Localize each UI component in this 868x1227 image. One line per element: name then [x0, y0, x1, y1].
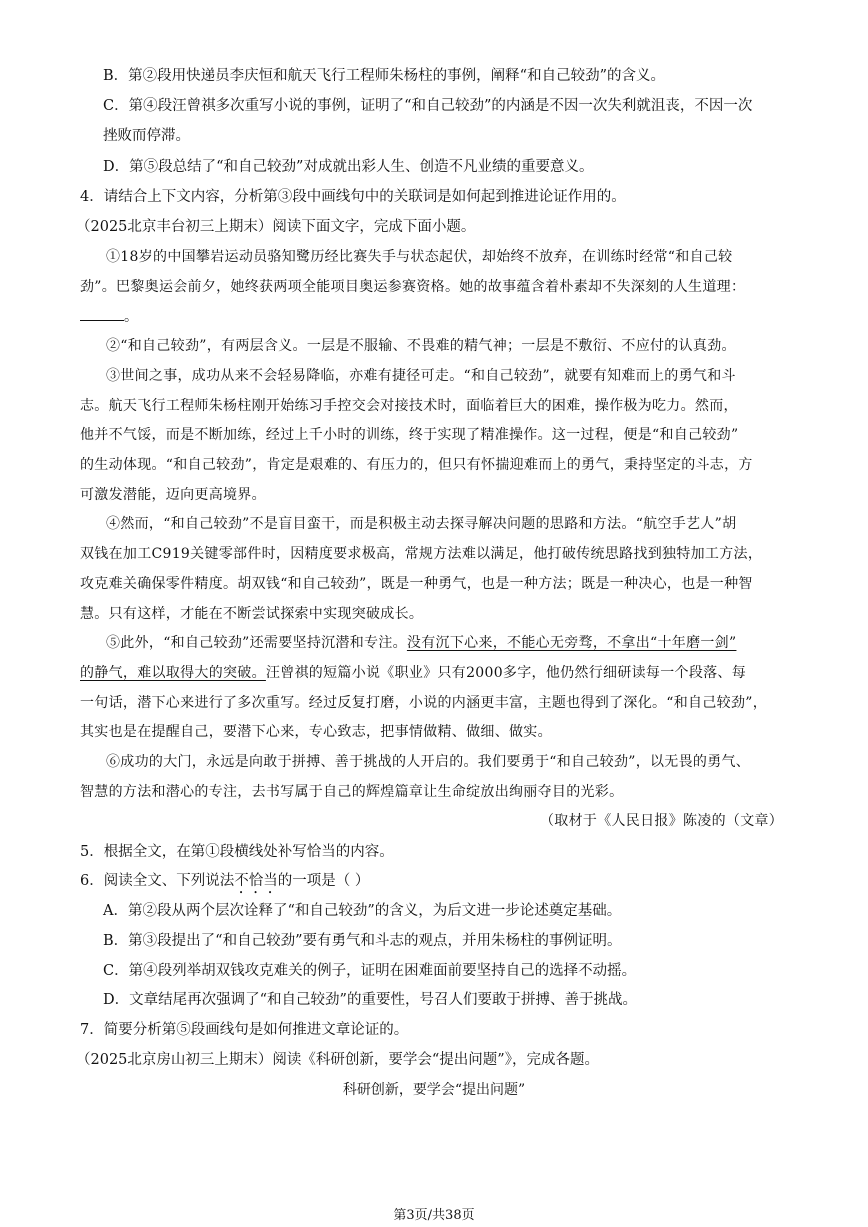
para-3-line-4: 的生动体现。“和自己较劲”，肯定是艰难的、有压力的，但只有怀揣迎难而上的勇气，秉持坚定的斗志，方 [80, 457, 753, 473]
para-1-line-3: 。 [80, 306, 138, 327]
option-d: D．文章结尾再次强调了“和自己较劲”的重要性，号召人们要敢于拼搏、善于挑战。 [103, 992, 637, 1008]
article-source: （取材于《人民日报》陈凌的（文章） [540, 813, 784, 829]
option-c-prev: C．第④段汪曾祺多次重写小说的事例，证明了“和自己较劲”的内涵是不因一次失利就沮丧，不因一次 [103, 98, 753, 114]
option-c-prev-cont: 挫败而停滞。 [103, 128, 190, 144]
para-5-line-2: 的静气，难以取得大的突破。汪曾祺的短篇小说《职业》只有2000多字，他仍然行细研读每一个段落、每 [80, 665, 747, 681]
article-title-2: 科研创新，要学会“提出问题” [342, 1082, 526, 1098]
question-4: 4．请结合上下文内容，分析第③段中画线句中的关联词是如何起到推进论证作用的。 [80, 189, 626, 205]
reading-intro: （2025北京丰台初三上期末）阅读下面文字，完成下面小题。 [76, 219, 476, 235]
option-b: B．第③段提出了“和自己较劲”要有勇气和斗志的观点，并用朱杨柱的事例证明。 [103, 933, 622, 949]
page-number: 第3页/共38页 [393, 1208, 475, 1223]
para-4-line-1: ④然而，“和自己较劲”不是盲目蛮干，而是积极主动去探寻解决问题的思路和方法。“航空手艺人”胡 [106, 516, 737, 532]
para-6-line-2: 智慧的方法和潜心的专注，去书写属于自己的辉煌篇章让生命绽放出绚丽夺目的光彩。 [80, 784, 624, 800]
underlined-sentence: 没有沉下心来，不能心无旁骛，不拿出“十年磨一剑” [406, 635, 737, 651]
para-4-line-2: 双钱在加工C919关键零部件时，因精度要求极高，常规方法难以满足，他打破传统思路找到独特加工方法， [80, 546, 763, 562]
para-3-line-2: 志。航天飞行工程师朱杨柱刚开始练习手控交会对接技术时，面临着巨大的困难，操作极为吃力。然而， [80, 398, 738, 414]
underlined-sentence-end: 的静气，难以取得大的突破。 [80, 665, 266, 681]
para-4-line-3: 攻克难关确保零件精度。胡双钱“和自己较劲”，既是一种勇气，也是一种方法；既是一种决心，也是一种智 [80, 576, 753, 592]
question-5: 5．根据全文，在第①段横线处补写恰当的内容。 [80, 844, 394, 860]
question-7: 7．简要分析第⑤段画线句是如何推进文章论证的。 [80, 1022, 409, 1038]
reading-intro-2: （2025北京房山初三上期末）阅读《科研创新，要学会“提出问题”》，完成各题。 [76, 1052, 599, 1068]
para-1-line-1: ①18岁的中国攀岩运动员骆知鹭历经比赛失手与状态起伏，却始终不放弃，在训练时经常“和自己较 [106, 249, 733, 265]
option-d-prev: D．第⑤段总结了“和自己较劲”对成就出彩人生、创造不凡业绩的重要意义。 [103, 159, 594, 175]
option-b-prev: B．第②段用快递员李庆恒和航天飞行工程师朱杨柱的事例，阐释“和自己较劲”的含义。 [103, 68, 665, 84]
question-6-stem: 6．阅读全文、下列说法不恰当的一项是（ ） [80, 873, 370, 889]
para-3-line-3: 他并不气馁，而是不断加练，经过上千小时的训练，终于实现了精准操作。这一过程，便是“和自己较劲” [80, 427, 739, 443]
para-4-line-4: 慧。只有这样，才能在不断尝试探索中实现突破成长。 [80, 606, 424, 622]
para-2: ②“和自己较劲”，有两层含义。一层是不服输、不畏难的精气神；一层是不敷衍、不应付的认真劲。 [106, 338, 736, 354]
para-6-line-1: ⑥成功的大门，永远是向敢于拼搏、善于挑战的人开启的。我们要勇于“和自己较劲”，以无畏的勇气、 [106, 754, 751, 770]
para-1-line-2: 劲”。巴黎奥运会前夕，她终获两项全能项目奥运参赛资格。她的故事蕴含着朴素却不失深刻的人生道理： [80, 279, 746, 295]
para-3-line-5: 可激发潜能，迈向更高境界。 [80, 487, 266, 503]
para-5-line-3: 一句话，潜下心来进行了多次重写。经过反复打磨，小说的内涵更丰富，主题也得到了深化。“和自己较劲”， [80, 695, 768, 711]
option-c: C．第④段列举胡双钱攻克难关的例子，证明在困难面前要坚持自己的选择不动摇。 [103, 963, 637, 979]
para-3-line-1: ③世间之事，成功从来不会轻易降临，亦难有捷径可走。“和自己较劲”，就要有知难而上的勇气和斗 [106, 368, 736, 384]
fill-blank[interactable] [80, 306, 124, 321]
para-5-line-1: ⑤此外，“和自己较劲”还需要坚持沉潜和专注。没有沉下心来，不能心无旁骛，不拿出“十年磨一剑” [106, 635, 737, 651]
para-5-line-4: 其实也是在提醒自己，要潜下心来，专心致志，把事情做精、做细、做实。 [80, 724, 552, 740]
option-a: A．第②段从两个层次诠释了“和自己较劲”的含义，为后文进一步论述奠定基础。 [103, 903, 622, 919]
